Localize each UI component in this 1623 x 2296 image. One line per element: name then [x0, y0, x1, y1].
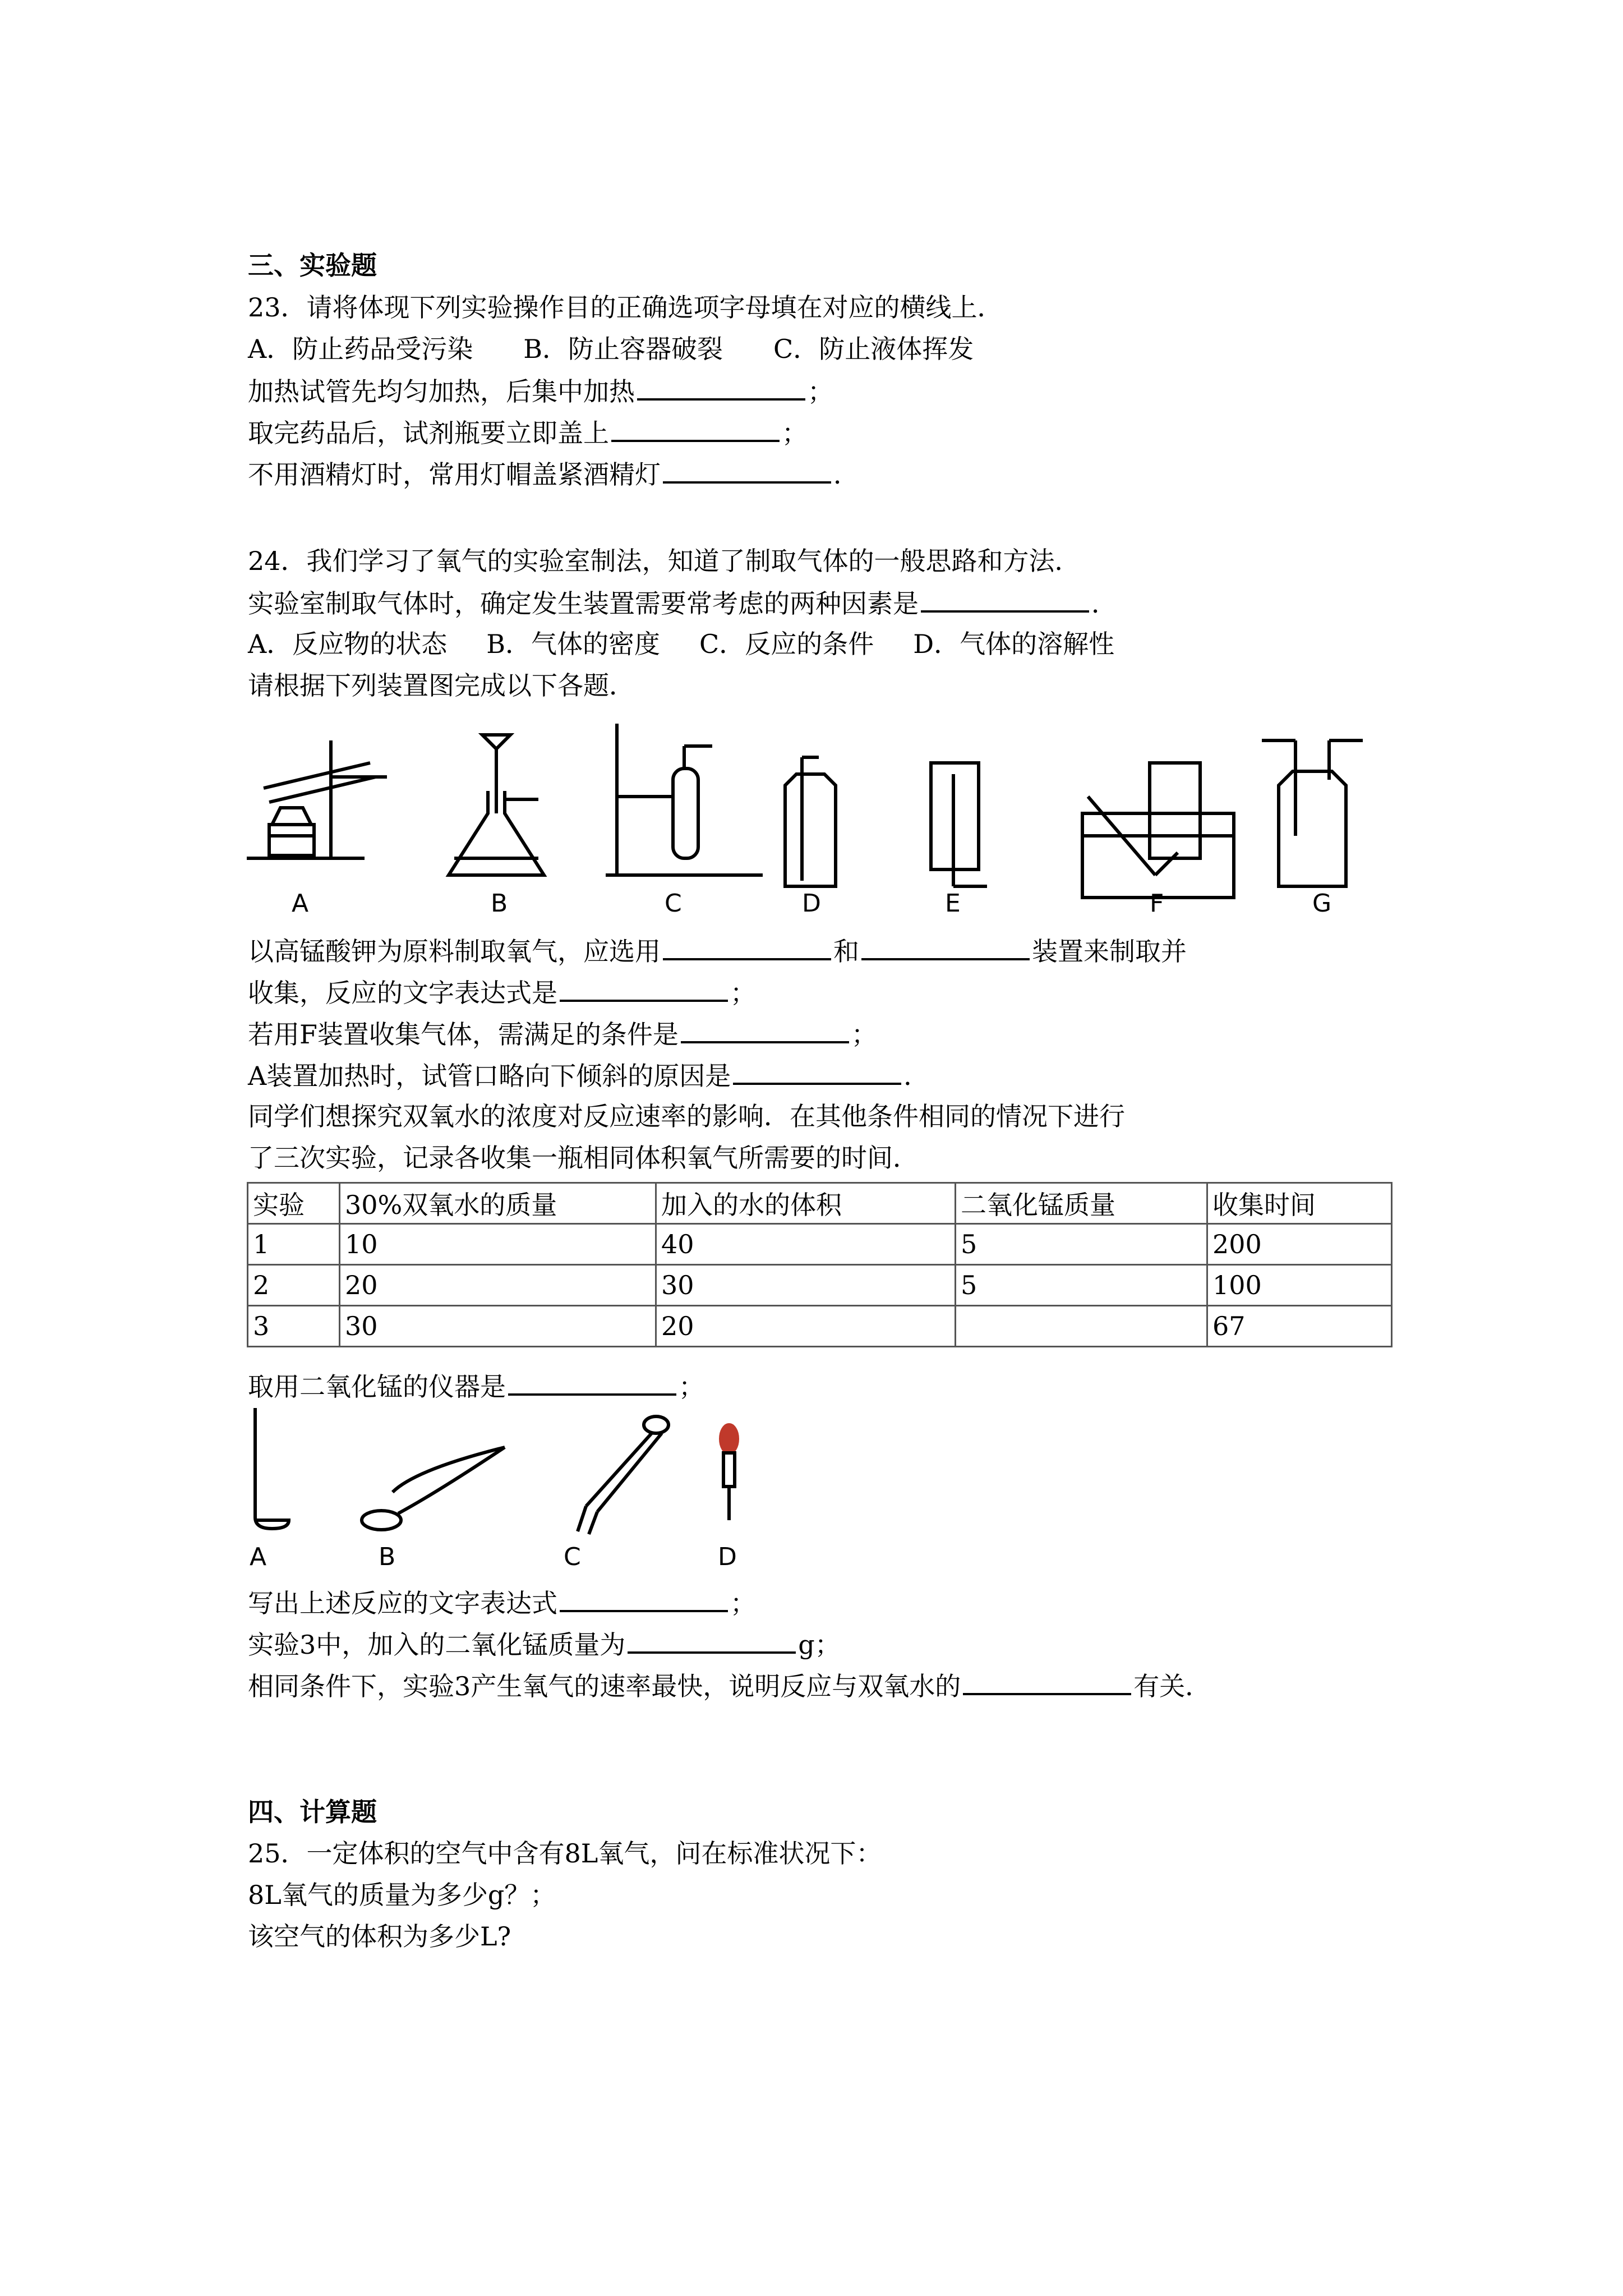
table-row [248, 1224, 1392, 1265]
q24-line-9 [248, 1369, 704, 1404]
tool-label-a: A [250, 1543, 267, 1571]
answer-blank[interactable] [637, 374, 805, 401]
apparatus-label-g: G [1312, 889, 1332, 918]
q24-line-10-text: 写出上述反应的文字表达式 [248, 1588, 557, 1618]
q24-line-1-text: 实验室制取气体时，确定发生装置需要常考虑的两种因素是 [248, 588, 919, 619]
answer-blank[interactable] [611, 415, 780, 442]
answer-blank[interactable] [861, 933, 1030, 960]
q25-line-1: 8L氧气的质量为多少g？； [248, 1880, 556, 1910]
punct: ； [851, 1019, 877, 1050]
punct: ． [833, 459, 859, 490]
q23-options [248, 332, 974, 366]
q24-line-4-text: 收集，反应的文字表达式是 [248, 978, 557, 1008]
table-cell: 30 [340, 1306, 656, 1347]
q24-line-3a: 以高锰酸钾为原料制取氧气，应选用 [248, 936, 661, 967]
apparatus-e [931, 763, 987, 886]
tool-label-d: D [718, 1543, 737, 1571]
tool-c-tongs [578, 1416, 668, 1534]
apparatus-d [785, 757, 836, 886]
q23-line-3 [248, 457, 859, 491]
apparatus-label-a: A [292, 889, 309, 918]
apparatus-a [247, 740, 387, 858]
table-header: 加入的水的体积 [656, 1183, 956, 1224]
q23-line-1 [248, 374, 833, 408]
q24-option-d: D．气体的溶解性 [913, 629, 1115, 659]
table-cell: 67 [1207, 1306, 1392, 1347]
q24-line-3b: 和 [833, 936, 859, 967]
apparatus-label-e: E [945, 889, 961, 918]
q23-line-3-text: 不用酒精灯时，常用灯帽盖紧酒精灯 [248, 459, 661, 490]
q24-line-1 [248, 586, 1117, 620]
q24-line-5 [248, 1016, 877, 1051]
q23-line-2 [248, 415, 808, 450]
table-cell: 3 [248, 1306, 340, 1347]
table-header: 收集时间 [1207, 1183, 1392, 1224]
apparatus-label-d: D [802, 889, 821, 918]
table-cell: 200 [1207, 1224, 1392, 1265]
answer-blank[interactable] [733, 1058, 901, 1085]
tool-d-dropper [721, 1425, 737, 1520]
table-header: 30%双氧水的质量 [340, 1183, 656, 1224]
experiment-table [247, 1182, 1393, 1347]
apparatus-label-c: C [665, 889, 682, 918]
q24-line-3 [248, 933, 1187, 968]
section-4-title: 四、计算题 [248, 1797, 377, 1827]
q25-stem: 25．一定体积的空气中含有8L氧气，问在标准状况下： [248, 1838, 882, 1869]
q24-line-7: 同学们想探究双氧水的浓度对反应速率的影响．在其他条件相同的情况下进行 [248, 1101, 1125, 1131]
q24-line-10 [248, 1585, 756, 1620]
q24-options [248, 627, 1114, 661]
tool-label-c: C [564, 1543, 581, 1571]
answer-blank[interactable] [628, 1627, 796, 1654]
answer-blank[interactable] [663, 457, 831, 484]
q24-line-12a: 相同条件下，实验3产生氧气的速率最快，说明反应与双氧水的 [248, 1671, 961, 1701]
punct: ； [730, 1588, 756, 1618]
apparatus-label-b: B [491, 889, 508, 918]
q23-line-1-text: 加热试管先均匀加热，后集中加热 [248, 376, 635, 407]
q23-line-2-text: 取完药品后，试剂瓶要立即盖上 [248, 418, 609, 448]
answer-blank[interactable] [560, 975, 728, 1002]
apparatus-f [1082, 763, 1234, 898]
q24-line-9-text: 取用二氧化锰的仪器是 [248, 1372, 506, 1402]
q24-line-5-text: 若用F装置收集气体，需满足的条件是 [248, 1019, 679, 1050]
table-cell: 40 [656, 1224, 956, 1265]
table-cell: 20 [656, 1306, 956, 1347]
answer-blank[interactable] [508, 1369, 676, 1396]
punct: ； [808, 376, 833, 407]
apparatus-g [1262, 740, 1363, 886]
q24-line-4 [248, 975, 756, 1010]
apparatus-label-f: F [1150, 889, 1164, 918]
q24-line-12b: 有关． [1133, 1671, 1211, 1701]
q23-option-b: B．防止容器破裂 [523, 334, 723, 364]
tool-label-b: B [379, 1543, 396, 1571]
q24-line-12 [248, 1668, 1211, 1703]
q24-line-2: 请根据下列装置图完成以下各题． [248, 670, 635, 701]
tools-drawing [247, 1408, 751, 1537]
q24-line-11a: 实验3中，加入的二氧化锰质量为 [248, 1630, 626, 1660]
q24-option-c: C．反应的条件 [699, 629, 874, 659]
tools-figure [247, 1408, 751, 1582]
table-cell: 100 [1207, 1265, 1392, 1306]
q23-option-c: C．防止液体挥发 [773, 334, 974, 364]
table-header: 实验 [248, 1183, 340, 1224]
q24-line-11b: g； [798, 1630, 841, 1660]
q24-stem: 24．我们学习了氧气的实验室制法，知道了制取气体的一般思路和方法． [248, 546, 1081, 576]
q23-option-a: A．防止药品受污染 [248, 334, 473, 364]
apparatus-figure [247, 724, 1380, 926]
punct: ． [903, 1061, 930, 1091]
table-cell: 1 [248, 1224, 340, 1265]
punct: ； [679, 1372, 704, 1402]
table-cell: 30 [656, 1265, 956, 1306]
table-cell: 10 [340, 1224, 656, 1265]
table-cell: 5 [956, 1265, 1207, 1306]
table-row [248, 1306, 1392, 1347]
q24-line-3c: 装置来制取并 [1032, 936, 1187, 967]
table-cell[interactable] [956, 1306, 1207, 1347]
q24-line-6-text: A装置加热时，试管口略向下倾斜的原因是 [248, 1061, 731, 1091]
apparatus-b [449, 735, 544, 875]
answer-blank[interactable] [681, 1016, 849, 1043]
tool-a-spoon [255, 1408, 289, 1529]
table-row [248, 1265, 1392, 1306]
punct: ； [782, 418, 808, 448]
q23-stem: 23．请将体现下列实验操作目的正确选项字母填在对应的横线上． [248, 292, 1003, 323]
q24-line-11 [248, 1627, 841, 1662]
q25-line-2: 该空气的体积为多少L? [248, 1921, 511, 1952]
answer-blank[interactable] [560, 1585, 728, 1612]
q24-option-a: A．反应物的状态 [248, 629, 448, 659]
table-header-row [248, 1183, 1392, 1224]
table-header: 二氧化锰质量 [956, 1183, 1207, 1224]
q24-line-6 [248, 1058, 929, 1093]
punct: ； [730, 978, 756, 1008]
punct: ． [1091, 588, 1117, 619]
table-cell: 5 [956, 1224, 1207, 1265]
answer-blank[interactable] [663, 933, 831, 960]
table-cell: 2 [248, 1265, 340, 1306]
answer-blank[interactable] [963, 1668, 1131, 1695]
tool-b-spatula [362, 1447, 505, 1530]
apparatus-c [606, 724, 763, 875]
q24-line-8: 了三次实验，记录各收集一瓶相同体积氧气所需要的时间． [248, 1143, 919, 1173]
answer-blank[interactable] [921, 586, 1089, 613]
section-3-title: 三、实验题 [248, 250, 377, 280]
table-cell: 20 [340, 1265, 656, 1306]
q24-option-b: B．气体的密度 [486, 629, 661, 659]
